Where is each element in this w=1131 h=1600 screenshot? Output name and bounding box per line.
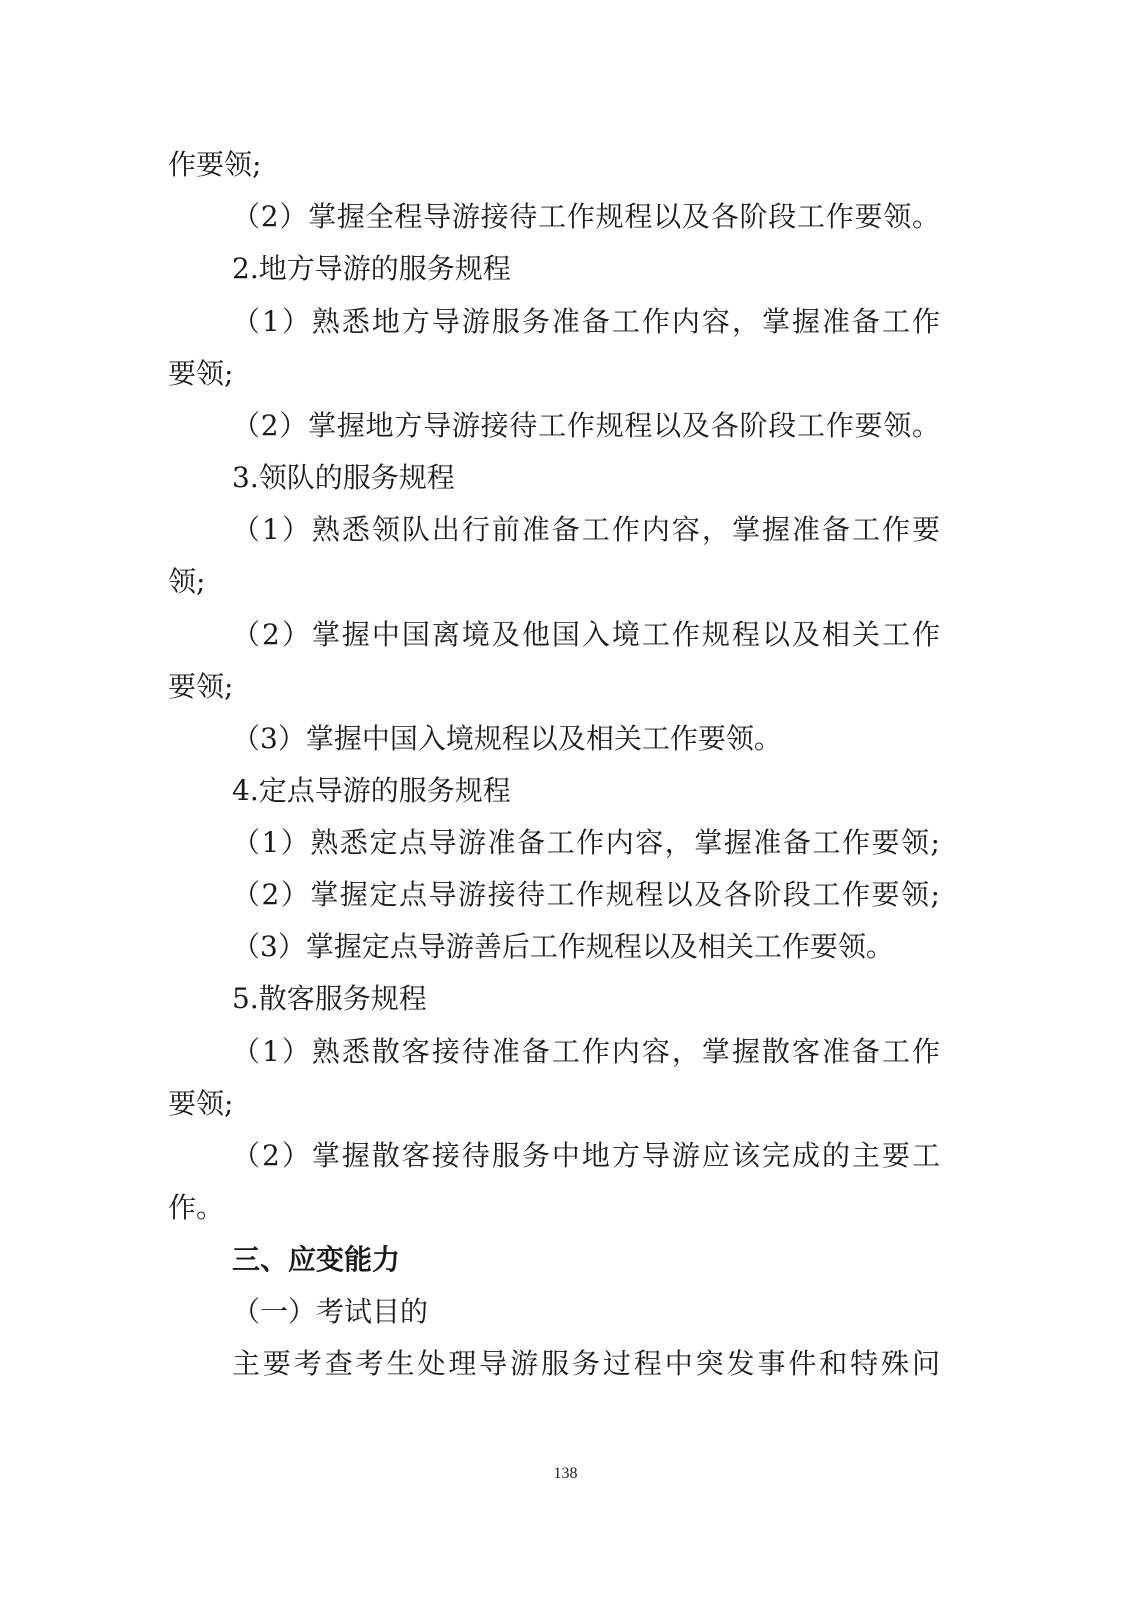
list-item: （1）熟悉地方导游服务准备工作内容，掌握准备工作 (232, 305, 940, 338)
chapter-heading: 三、应变能力 (232, 1243, 401, 1276)
body-line: 作要领; (168, 148, 262, 181)
list-item: （3）掌握中国入境规程以及相关工作要领。 (232, 722, 782, 755)
body-line: 主要考查考生处理导游服务过程中突发事件和特殊问 (232, 1347, 940, 1380)
list-item: （2）掌握全程导游接待工作规程以及各阶段工作要领。 (232, 200, 940, 233)
list-item: （1）熟悉散客接待准备工作内容，掌握散客准备工作 (232, 1035, 940, 1068)
body-line: 要领; (168, 1087, 234, 1120)
list-item: （2）掌握地方导游接待工作规程以及各阶段工作要领。 (232, 409, 940, 442)
list-item: （1）熟悉定点导游准备工作内容，掌握准备工作要领; (232, 826, 940, 859)
list-item: （2）掌握散客接待服务中地方导游应该完成的主要工 (232, 1139, 940, 1172)
section-subheading: 2.地方导游的服务规程 (232, 252, 511, 285)
list-item: （2）掌握中国离境及他国入境工作规程以及相关工作 (232, 618, 940, 651)
list-item: （3）掌握定点导游善后工作规程以及相关工作要领。 (232, 930, 894, 963)
section-subheading: 5.散客服务规程 (232, 982, 427, 1015)
list-item: （2）掌握定点导游接待工作规程以及各阶段工作要领; (232, 878, 940, 911)
body-line: 领; (168, 565, 206, 598)
section-heading: （一）考试目的 (232, 1295, 429, 1328)
body-line: 要领; (168, 670, 234, 703)
section-subheading: 3.领队的服务规程 (232, 461, 455, 494)
body-line: 要领; (168, 357, 234, 390)
section-subheading: 4.定点导游的服务规程 (232, 774, 511, 807)
page-number: 138 (553, 1465, 578, 1482)
list-item: （1）熟悉领队出行前准备工作内容，掌握准备工作要 (232, 513, 940, 546)
body-line: 作。 (168, 1191, 225, 1224)
